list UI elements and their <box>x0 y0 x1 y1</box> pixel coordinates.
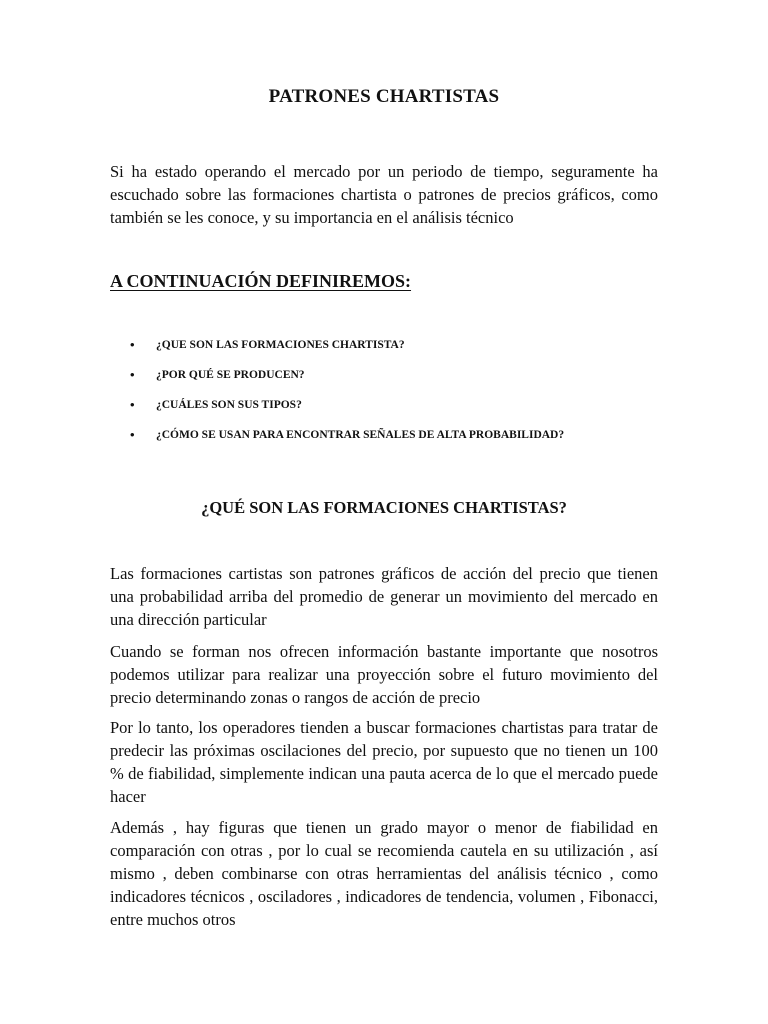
page-title: PATRONES CHARTISTAS <box>268 86 500 107</box>
list-item-text: ¿POR QUÉ SE PRODUCEN? <box>156 369 305 381</box>
list-item <box>130 396 564 426</box>
intro-paragraph: Si ha estado operando el mercado por un periodo de tiempo, seguramente ha escuchado sobre las formaciones chartista o patrones de precios gráficos, como también se les conoce, y su importancia en el análisis técnico <box>110 162 658 227</box>
list-item <box>130 336 564 366</box>
list-item-text: ¿CÓMO SE USAN PARA ENCONTRAR SEÑALES DE ALTA PROBABILIDAD? <box>156 429 565 441</box>
body-paragraph: Por lo tanto, los operadores tienden a buscar formaciones chartistas para tratar de predecir las próximas oscilaciones del precio, por supuesto que no tienen un 100 % de fiabilidad, simplemente indican una pauta acerca de lo que el mercado puede hacer <box>110 718 658 806</box>
section-subheading: A CONTINUACIÓN DEFINIREMOS: <box>110 271 412 291</box>
list-item <box>130 426 564 456</box>
list-item <box>130 366 564 396</box>
bullet-icon: • <box>130 367 135 382</box>
body-paragraph: Cuando se forman nos ofrecen información bastante importante que nosotros podemos utilizar para realizar una proyección sobre el futuro movimiento del precio determinando zonas o rangos de acción de precio <box>110 642 658 707</box>
bullet-icon: • <box>130 337 135 352</box>
body-paragraph: Las formaciones cartistas son patrones gráficos de acción del precio que tienen una probabilidad arriba del promedio de generar un movimiento del mercado en una dirección particular <box>110 564 658 629</box>
bullet-icon: • <box>130 427 135 442</box>
bullet-icon: • <box>130 397 135 412</box>
list-item-text: ¿CUÁLES SON SUS TIPOS? <box>156 399 302 411</box>
list-item-text: ¿QUE SON LAS FORMACIONES CHARTISTA? <box>156 339 405 351</box>
body-paragraph: Además , hay figuras que tienen un grado mayor o menor de fiabilidad en comparación con otras , por lo cual se recomienda cautela en su utilización , así mismo , deben combinarse con otras herramientas del análisis técnico , como indicadores técnicos , osciladores , indicadores de tendencia, volumen , Fibonacci, entre muchos otros <box>110 818 658 929</box>
topic-list <box>130 336 564 456</box>
section-title: ¿QUÉ SON LAS FORMACIONES CHARTISTAS? <box>201 498 567 517</box>
